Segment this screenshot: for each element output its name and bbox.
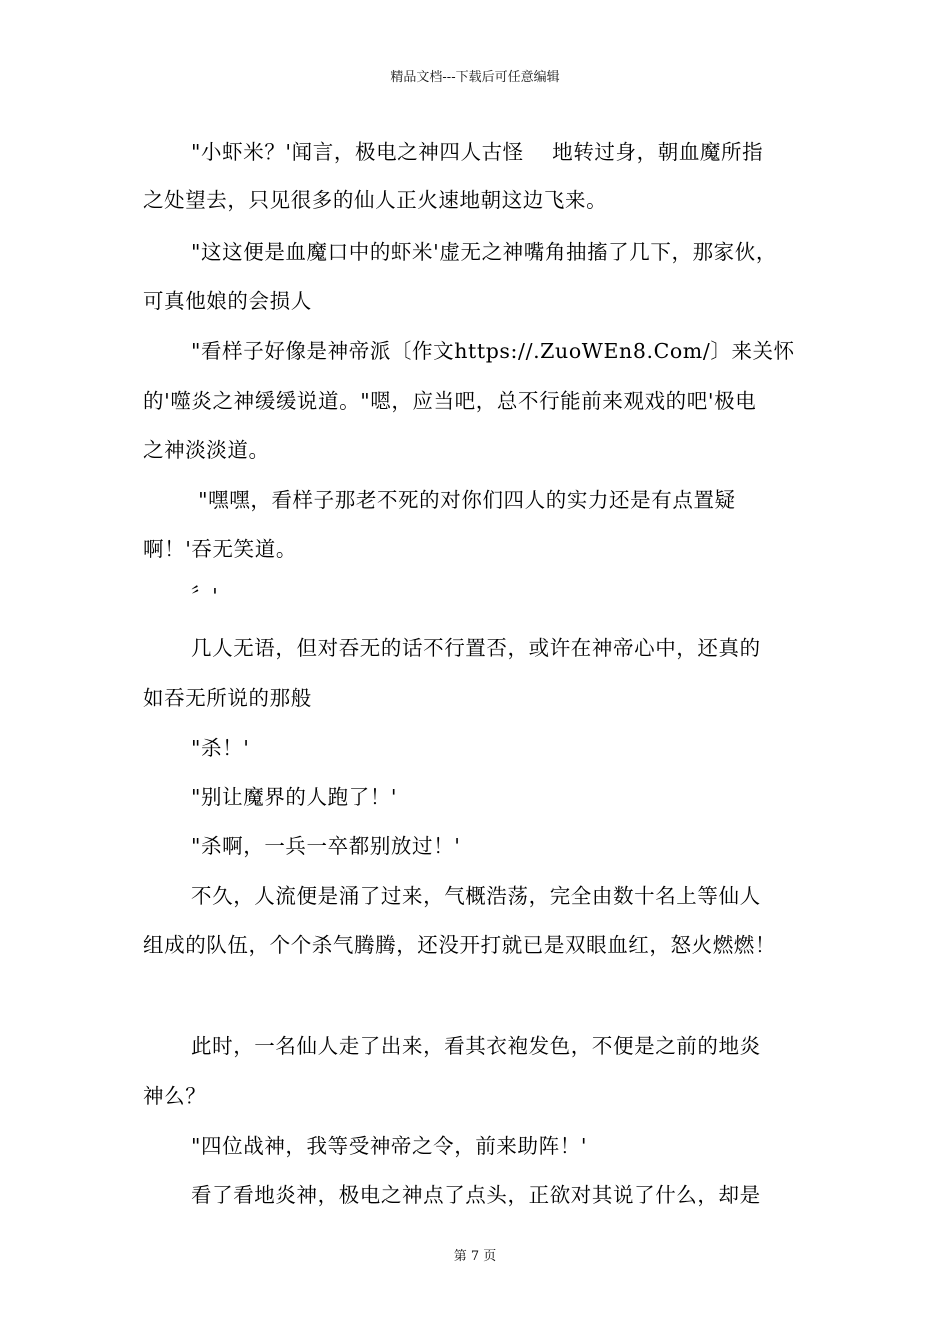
text-line: 之处望去，只见很多的仙人正火速地朝这边飞来。 — [143, 188, 608, 212]
text-line: 神么？ — [143, 1084, 207, 1108]
text-line: 不久，人流便是涌了过来，气概浩荡，完全由数十名上等仙人 — [191, 884, 761, 908]
text-line: "四位战神，我等受神帝之令，前来助阵！' — [191, 1134, 588, 1158]
text-line: "嘿嘿，看样子那老不死的对你们四人的实力还是有点置疑 — [191, 488, 736, 512]
text-line: 几人无语，但对吞无的话不行置否，或许在神帝心中，还真的 — [191, 636, 761, 660]
text-line: "杀啊，一兵一卒都别放过！' — [191, 834, 461, 858]
text-line: 可真他娘的会损人 — [143, 289, 312, 313]
text-line: 啊！'吞无笑道。 — [143, 537, 297, 561]
text-line: 组成的队伍，个个杀气腾腾，还没开打就已是双眼血红，怒火燃燃！ — [143, 933, 776, 957]
text-line: 看了看地炎神，极电之神点了点头，正欲对其说了什么，却是 — [191, 1183, 761, 1207]
text-line: "小虾米？'闻言，极电之神四人古怪 地转过身，朝血魔所指 — [191, 140, 764, 164]
page-header: 精品文档---下载后可任意编辑 — [390, 70, 560, 85]
text-line: "看样子好像是神帝派〔作文https://.ZuoWEn8.Com/〕来关怀 — [191, 339, 795, 363]
text-line: "杀！' — [191, 736, 250, 760]
text-line: 之神淡淡道。 — [143, 438, 270, 462]
text-line: 此时，一名仙人走了出来，看其衣袍发色，不便是之前的地炎 — [191, 1034, 761, 1058]
text-line: 如吞无所说的那般 — [143, 686, 312, 710]
text-line: 〞' — [191, 584, 219, 608]
text-line: 的'噬炎之神缓缓说道。"嗯，应当吧，总不行能前来观戏的吧'极电 — [143, 389, 757, 413]
text-line: "这这便是血魔口中的虾米'虚无之神嘴角抽搐了几下，那家伙， — [191, 240, 777, 264]
text-line: "别让魔界的人跑了！' — [191, 785, 398, 809]
page-number: 第 7 页 — [453, 1249, 497, 1264]
